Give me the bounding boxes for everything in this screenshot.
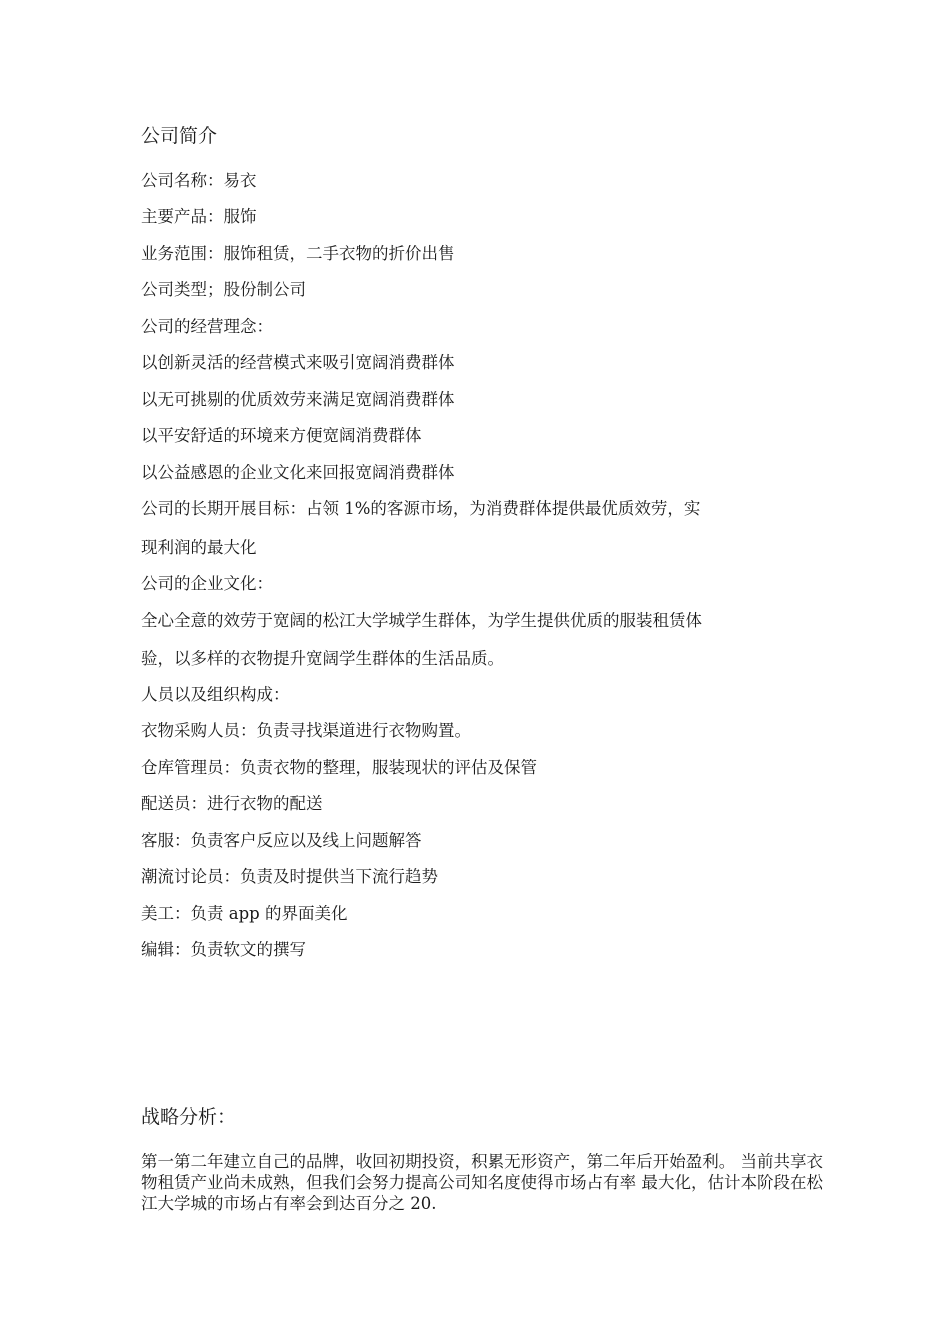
text-line: 业务范围：服饰租赁，二手衣物的折价出售 xyxy=(141,244,455,263)
text-line: 公司名称：易衣 xyxy=(141,171,257,190)
text-line: 以平安舒适的环境来方便宽阔消费群体 xyxy=(141,426,422,445)
strategy-paragraph: 第一第二年建立自己的品牌，收回初期投资，积累无形资产，第二年后开始盈利。 当前共享衣物租赁产业尚未成熟，但我们会努力提高公司知名度使得市场占有率 最大化，估计本阶段在松江大学城的市场占有率会到达百分之 20. xyxy=(141,1152,823,1213)
text-line: 公司的经营理念： xyxy=(141,317,273,336)
text-line: 公司类型；股份制公司 xyxy=(141,280,306,299)
text-line: 主要产品：服饰 xyxy=(141,207,257,226)
section-title-strategy-analysis: 战略分析： xyxy=(141,1106,237,1128)
text-line: 仓库管理员：负责衣物的整理，服装现状的评估及保管 xyxy=(141,758,537,777)
text-line: 潮流讨论员：负责及时提供当下流行趋势 xyxy=(141,867,438,886)
text-line: 验，以多样的衣物提升宽阔学生群体的生活品质。 xyxy=(141,649,504,668)
text-line: 客服：负责客户反应以及线上问题解答 xyxy=(141,831,422,850)
text-line: 公司的企业文化： xyxy=(141,574,273,593)
text-line: 全心全意的效劳于宽阔的松江大学城学生群体，为学生提供优质的服装租赁体 xyxy=(141,611,702,630)
text-line: 美工：负责 app 的界面美化 xyxy=(141,904,348,923)
text-line: 编辑：负责软文的撰写 xyxy=(141,940,306,959)
text-line: 以创新灵活的经营模式来吸引宽阔消费群体 xyxy=(141,353,455,372)
text-line: 配送员：进行衣物的配送 xyxy=(141,794,323,813)
text-line: 衣物采购人员：负责寻找渠道进行衣物购置。 xyxy=(141,721,471,740)
section-title-company-intro: 公司简介 xyxy=(141,125,218,147)
text-line: 现利润的最大化 xyxy=(141,538,257,557)
text-line: 以公益感恩的企业文化来回报宽阔消费群体 xyxy=(141,463,455,482)
text-line: 以无可挑剔的优质效劳来满足宽阔消费群体 xyxy=(141,390,455,409)
text-line: 人员以及组织构成： xyxy=(141,685,290,704)
text-line: 公司的长期开展目标：占领 1%的客源市场，为消费群体提供最优质效劳，实 xyxy=(141,499,701,518)
